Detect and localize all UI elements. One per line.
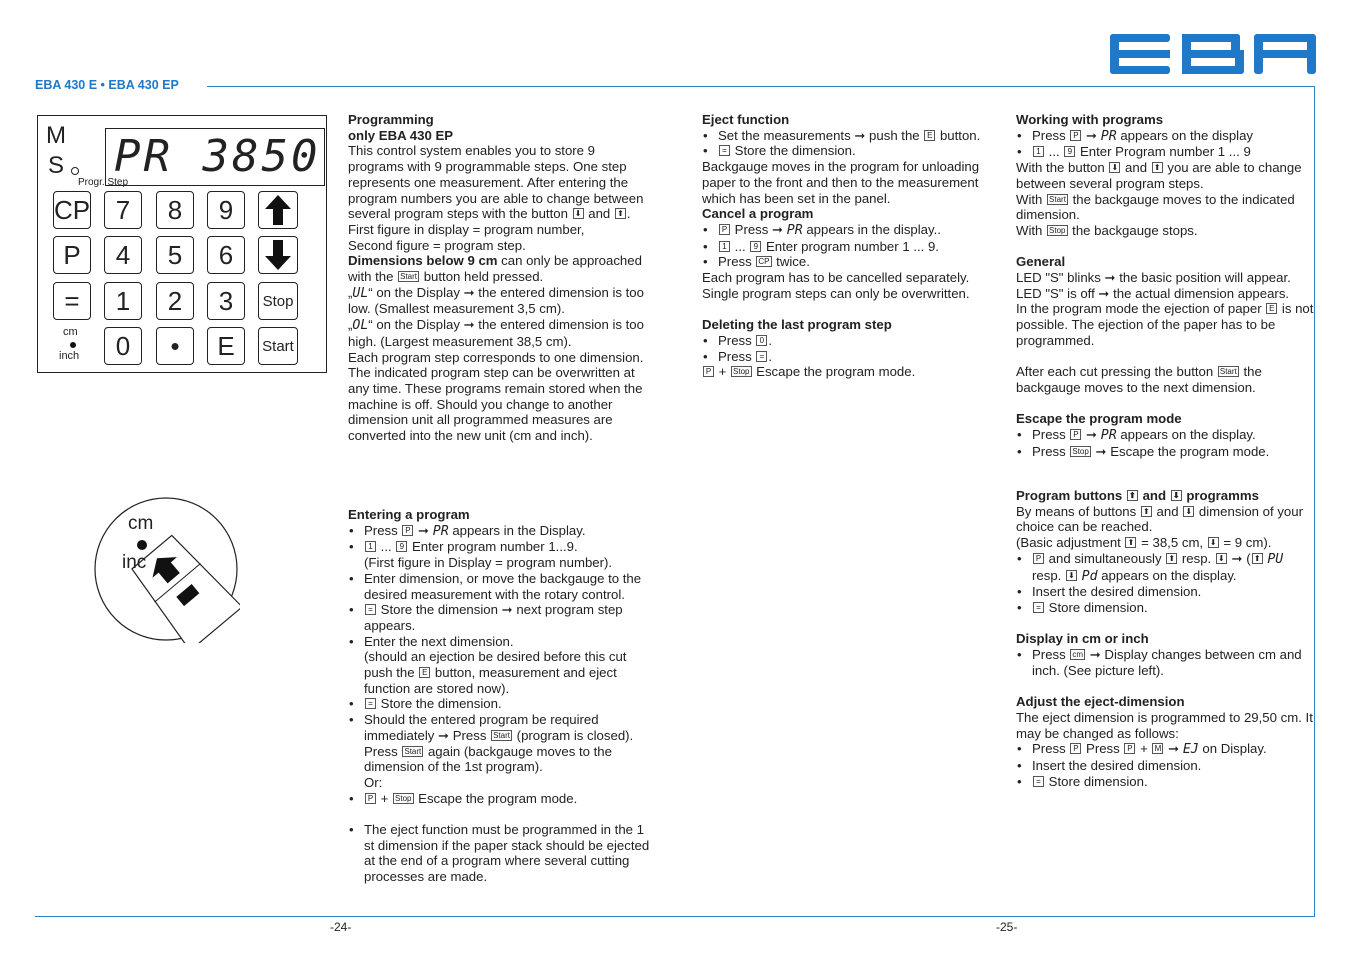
key-9[interactable]: 9 — [207, 191, 245, 229]
key-3[interactable]: 3 — [207, 282, 245, 320]
label-m: M — [46, 122, 66, 149]
dial-cm-label: cm — [128, 513, 154, 534]
key-stop[interactable]: Stop — [258, 282, 298, 320]
column-working: Working with programs • Press P ➞ PR appears on the display • 1 ... 9 Enter Program number 1 ... 9 With the button ⬇ and ⬆ you are able to change between several program steps. With Start the backgauge moves to the indicated dimension. With Stop the backgauge stops. General LED "S" blinks ➞ the basic position will appear. LED "S" is off ➞ the actual dimension appears. In the program mode the ejection of paper E is not possible. The ejection of the paper has to be programmed. After each cut pressing the button Start the backgauge moves to the next dimension. Escape the program mode • Press P ➞ PR appears on the display. • Press Stop ➞ Escape the program mode. — [1016, 112, 1314, 459]
cm-label: cm — [63, 326, 78, 338]
column-programming: Programming only EBA 430 EP This control system enables you to store 9 programs with 9 programmable steps. One step represents one measurement. After entering the program numbers you are able to change between several program steps with the button ⬇ and ⬆ . First figure in display = program number, Second figure = program step. Dimensions below 9 cm can only be approached with the Start button held pressed. „UL“ on the Display ➞ the entered dimension is too low. (Smallest measurement 3,5 cm). „OL“ on the Display ➞ the entered dimension is too high. (Largest measurement 38,5 cm). Each program step corresponds to one dimension. The indicated program step can be overwritten at any time. These programs remain stored when the machine is off. Should you change to another dimension unit all programmed measures are converted into the new unit (cm and inch). — [348, 112, 644, 444]
key-8[interactable]: 8 — [156, 191, 194, 229]
page-number-right: -25- — [996, 920, 1018, 934]
key-down[interactable] — [258, 236, 298, 274]
key-5[interactable]: 5 — [156, 236, 194, 274]
column-entering-program: Entering a program • Press P ➞ PR appears in the Display. • 1 ... 9 Enter program number 1...9. (First figure in Display = program number). • Enter dimension, or move the backgauge to the desired measurement with the rotary control. • = Store the dimension ➞ next program step appears. • Enter the next dimension. (should an ejection be desired before this cut push the E button, measurement and eject function are stored now). • = Store the dimension. • Should the entered program be required immediately ➞ Press Start (program is closed). Press Start again (backgauge moves to the dimension of the 1st program). Or: • P + Stop Escape the program mode. • The eject function must be programmed in the 1 st dimension if the paper stack should be ejected at the end of a program where several cutting processes are made. — [348, 507, 650, 885]
key-2[interactable]: 2 — [156, 282, 194, 320]
key-1[interactable]: 1 — [104, 282, 142, 320]
key-4[interactable]: 4 — [104, 236, 142, 274]
page-number-left: -24- — [330, 920, 352, 934]
arrow-up-icon — [265, 195, 291, 225]
key-cp[interactable]: CP — [53, 191, 91, 229]
column-eject: Eject function • Set the measurements ➞ push the E button. • = Store the dimension. Backgauge moves in the program for unloading paper to the front and then to the measurement which has been set in the panel. Cancel a program • P Press ➞ PR appears in the display.. • 1 ... 9 Enter program number 1 ... 9. • Press CP twice. Each program has to be cancelled separately. Single program steps can only be overwritten. Deleting the last program step • Press 0 . • Press = . P + Stop Escape the program mode. — [702, 112, 994, 380]
key-e[interactable]: E — [207, 327, 245, 365]
right-border — [1314, 86, 1315, 916]
column-program-buttons: Program buttons ⬆ and ⬇ programms By means of buttons ⬆ and ⬇ dimension of your choice can be reached. (Basic adjustment ⬆ = 38,5 cm, ⬇ = 9 cm). • P and simultaneously ⬆ resp. ⬇ ➞ ( ⬆ PU resp. ⬇ Pd appears on the display. • Insert the desired dimension. • = Store dimension. Display in cm or inch • Press cm ➞ Display changes between cm and inch. (See picture left). Adjust the eject-dimension The eject dimension is programmed to 29,50 cm. It may be changed as follows: • Press P Press P + M ➞ EJ on Display. • Insert the desired dimension. • = Store dimension. — [1016, 488, 1314, 789]
led-indicator — [71, 167, 79, 175]
cm-inch-dial-illustration — [94, 497, 240, 643]
inch-label: inch — [59, 350, 80, 362]
key-0[interactable]: 0 — [104, 327, 142, 365]
key-equals[interactable]: = — [53, 282, 91, 320]
doc-title: EBA 430 E • EBA 430 EP — [35, 78, 179, 92]
key-6[interactable]: 6 — [207, 236, 245, 274]
key-p[interactable]: P — [53, 236, 91, 274]
cm-inch-dot — [70, 342, 76, 348]
arrow-down-icon — [265, 240, 291, 270]
key-dot[interactable]: • — [156, 327, 194, 365]
dial-inch-label: inc — [122, 552, 147, 573]
keypad-panel — [37, 115, 327, 373]
label-s: S — [48, 152, 65, 179]
key-up[interactable] — [258, 191, 298, 229]
display-text: PR 3850 — [114, 131, 321, 182]
eba-logo — [1110, 34, 1316, 74]
footer-rule — [35, 916, 1315, 917]
progr-step-label: Progr. Step — [78, 177, 129, 188]
header-rule — [207, 86, 1315, 87]
key-7[interactable]: 7 — [104, 191, 142, 229]
key-start[interactable]: Start — [258, 327, 298, 365]
seven-segment-display — [105, 128, 325, 186]
